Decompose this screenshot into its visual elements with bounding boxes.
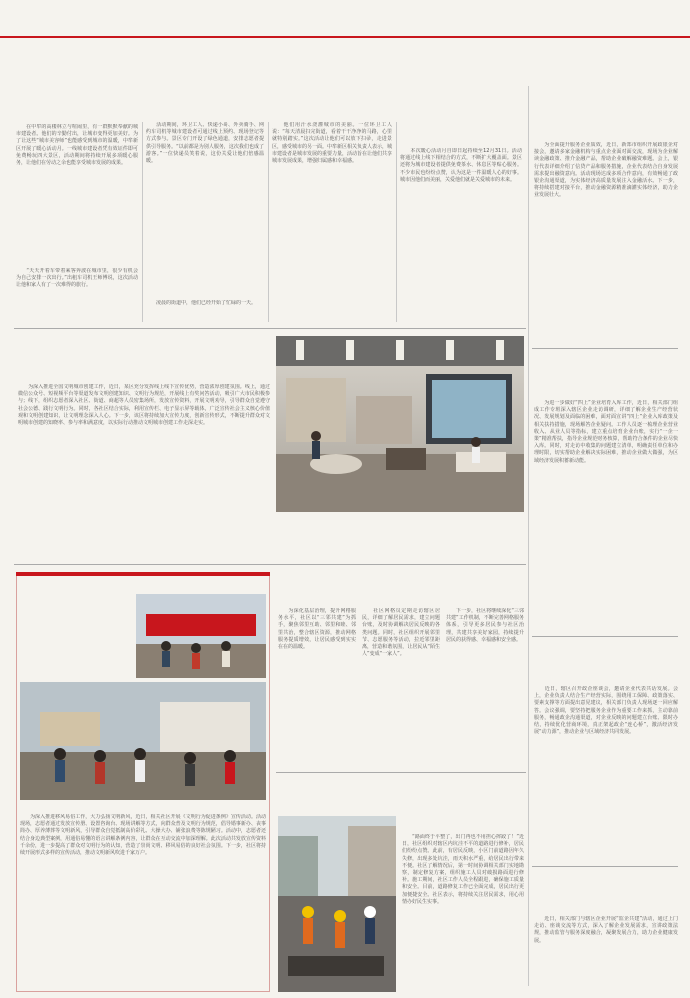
column-divider (268, 122, 269, 322)
studio-photo-illustration (276, 336, 524, 512)
civil-body: 为深入推进移风易俗工作，大力弘扬文明新风，近日，相关社区开展《文明行为促进条例》宣传活动。活动现场，志愿者通过发放宣传册、设置咨询台、现场讲解等方式，向群众普及文明行为规范，倡导婚事新办、丧事简办、厚养薄葬等文明新风，引导群众自觉抵制高价彩礼、大操大办、铺张浪费等陈规陋习。活动中，志愿者还结合身边典型案例，用通俗易懂的语言讲解条例内容，让群众在互动交流中加深理解。此次活动共发放宣传资料千余份，进一步提高了群众对文明行为的认知，营造了崇尚文明、移风易俗的良好社会氛围。下一步，社区将持续开展形式多样的宣传活动，推动文明新风吹进千家万户。 (20, 814, 266, 857)
center-mid-body-col-3: 下一步，社区将继续深化“三邻共建”工作机制，不断完善网格服务体系，引导更多居民参与社区治理，共建共享美好家园，持续提升居民的获得感、幸福感和安全感。 (446, 608, 524, 643)
masthead-rule (0, 36, 690, 38)
event-crowd-illustration (20, 682, 266, 800)
section-rule (276, 772, 526, 773)
event-photo-illustration (136, 594, 266, 678)
news-photo (276, 336, 524, 512)
road-repair-photo (278, 816, 396, 992)
civil-photo-1 (136, 594, 266, 678)
center-low-body: “路面终于平整了，出门再也不用担心摔跤了！”近日，社区组织对辖区内坑洼不平的道路进行修补，居民们纷纷点赞。此前，有居民反映，小区门前道路因年久失修，出现多处坑洼，雨天积水严重，给居民出行带来不便。社区了解情况后，第一时间协调相关部门实地勘察，制定修复方案，组织施工人员对破损路面进行修补。施工期间，社区工作人员全程跟进，确保施工质量和安全。目前，道路修复工作已全面完成，居民出行更加便捷安全。社区表示，将持续关注居民需求，用心用情办好民生实事。 (402, 834, 524, 905)
section-rule (532, 866, 678, 867)
lead-body-col-2b: 凌晨的街道中，他们已经开始了忙碌的一天。 (146, 300, 257, 306)
upper-right-body: 为全面提升服务企业质效，近日，新郑市组织开展政银企对接会，邀请多家金融机构与重点企业面对面交流，现场为企业解读金融政策、推介金融产品，帮助企业破解融资难题。会上，银行代表详细介绍了信贷产品和服务措施，企业代表结合自身发展需求提出融资意向。活动现场达成多项合作意向，有效畅通了政银企沟通渠道，为实体经济高质量发展注入金融活水。下一步，将持续搭建对接平台，推动金融资源精准滴灌实体经济，助力企业发展壮大。 (534, 142, 678, 199)
section-tab (576, 6, 668, 34)
left-mid-body: 为深入推进全国文明城市创建工作，近日，某区充分发挥线上线下宣传优势，营造浓厚创建氛围。线上，通过微信公众号、短视频平台等渠道发布文明创建知识、文明行为规范，开展线上有奖问答活动，吸引广大市民积极参与；线下，组织志愿者深入社区、街道、商超等人员密集场所，发放宣传资料，开展文明劝导，引导群众自觉遵守社会公德、践行文明行为。同时，各社区结合实际，利用宣传栏、电子显示屏等载体，广泛宣传社会主义核心价值观和文明创建知识，让文明理念深入人心。下一步，该区将持续加大宣传力度，创新宣传形式，不断提升群众对文明城市创建的知晓率、参与率和满意度，以实际行动推动文明城市创建工作走深走实。 (18, 384, 270, 427)
civil-photo-2 (20, 682, 266, 800)
column-divider (142, 122, 143, 322)
center-mid-body-col-2: 社区网格员定期走访辖区居民，详细了解居民需求，建立问题台账，及时协调解决居民反映的各类问题。同时，社区组织开展邻里节、志愿服务等活动，拉近邻里距离，营造和谐氛围，让居民从“陌生人”变成“一家人”。 (362, 608, 440, 658)
section-rule (14, 328, 526, 329)
lead-body-col-4: 本次暖心活动月自即日起持续至12月31日。活动将通过线上线下相结合的方式，不断扩大覆盖面。景区还将为城市建设者提供免费茶水、休息区等贴心服务。不少市民也纷纷点赞，认为这是一件温暖人心的好事。城市因他们而美丽，关爱他们就是关爱城市的未来。 (400, 148, 522, 183)
civil-banner (16, 572, 270, 576)
column-divider (396, 122, 397, 322)
right-column-divider (528, 86, 529, 986)
lead-body-col-1: 在中牟的高楼林立与喧闹里，有一群默默奉献的城市建设者。他们的辛勤付出，让城市变得更加美好。为了让这些“城市美容师”也能感受到城市的温暖，中牟新区开展了暖心活动月。一线城市建设者凭有效证件即可免费畅玩四大景区，活动期间将持续开展多项暖心服务，让他们在劳动之余也能享受城市发展的成果。 (16, 124, 138, 167)
lead-body-col-1b: “天天开着车带着乘客奔波在城市里，很少有机会为自己安排一次出行。”出租车司机王师傅说，这次活动让他和家人有了一次难得的旅行。 (16, 268, 138, 289)
middle-right-body: 为进一步做好“四上”企业培育入库工作，近日，相关部门组成工作专班深入辖区企业走访调研，详细了解企业生产经营状况、发展规划及面临的困难，面对面宣讲“四上”企业入库政策及相关扶持措施，现场解答企业疑问。工作人员逐一梳理企业营业收入、从业人员等指标，建立重点培育企业台账，实行“一企一策”精准帮扶，指导企业规范财务核算，帮助符合条件的企业尽快入库。同时，对走访中收集的问题建立清单，明确责任单位和办理时限，切实帮助企业解决实际困难，推动企业做大做强，为区域经济发展积蓄新动能。 (534, 400, 678, 464)
section-rule (532, 348, 678, 349)
lead-body-col-2: 活动期间，环卫工人、快递小哥、外卖骑手、网约车司机等城市建设者可通过线上预约、现场登记等方式参与。景区专门开设了绿色通道，安排志愿者提供引导服务。“以前都是为别人服务，这次我们也成了游客。”一位快递员笑着说，这份关爱让他们倍感温暖。 (146, 122, 264, 165)
bottom-right-1-body: 近日，辖区召开政企座谈会，邀请企业代表共话发展。会上，企业负责人结合生产经营实际，围绕用工保障、政策落实、要素支撑等方面提出意见建议，相关部门负责人现场逐一回应解答。会议强调，要坚持把服务企业作为重要工作来抓，主动靠前服务，畅通政企沟通渠道，对企业反映的问题建立台账、限时办结，持续优化营商环境，真正架起政企“连心桥”，激活经济发展“动力源”，推动企业与区域经济共同发展。 (534, 686, 678, 736)
section-rule (532, 636, 678, 637)
section-rule (14, 564, 526, 565)
bottom-right-2-body: 近日，相关部门与辖区企业开展“监企共建”活动，通过上门走访、座谈交流等方式，深入了解企业发展需求，宣讲政策法规，推动监管与服务深度融合，凝聚发展合力，助力企业健康发展。 (534, 916, 678, 944)
lead-body-col-3: 他们用汗水浇灌城市的美丽。一位环卫工人说：“每天清晨扫完街道，看着干干净净的马路，心里就特别踏实。”这次活动让他们可以放下扫帚，走进景区，感受城市的另一面。中牟新区相关负责人表示，城市建设者是城市发展的重要力量，活动旨在让他们共享城市发展成果，增强归属感和幸福感。 (272, 122, 392, 165)
road-repair-illustration (278, 816, 396, 992)
center-mid-body-col-1: 为深化基层治理，提升网格服务水平，社区以“三邻共建”为抓手，聚焦邻里互助、邻里和睦、邻里共治，整合辖区资源，推动网格服务提质增效，让居民感受到实实在在的温暖。 (278, 608, 356, 651)
